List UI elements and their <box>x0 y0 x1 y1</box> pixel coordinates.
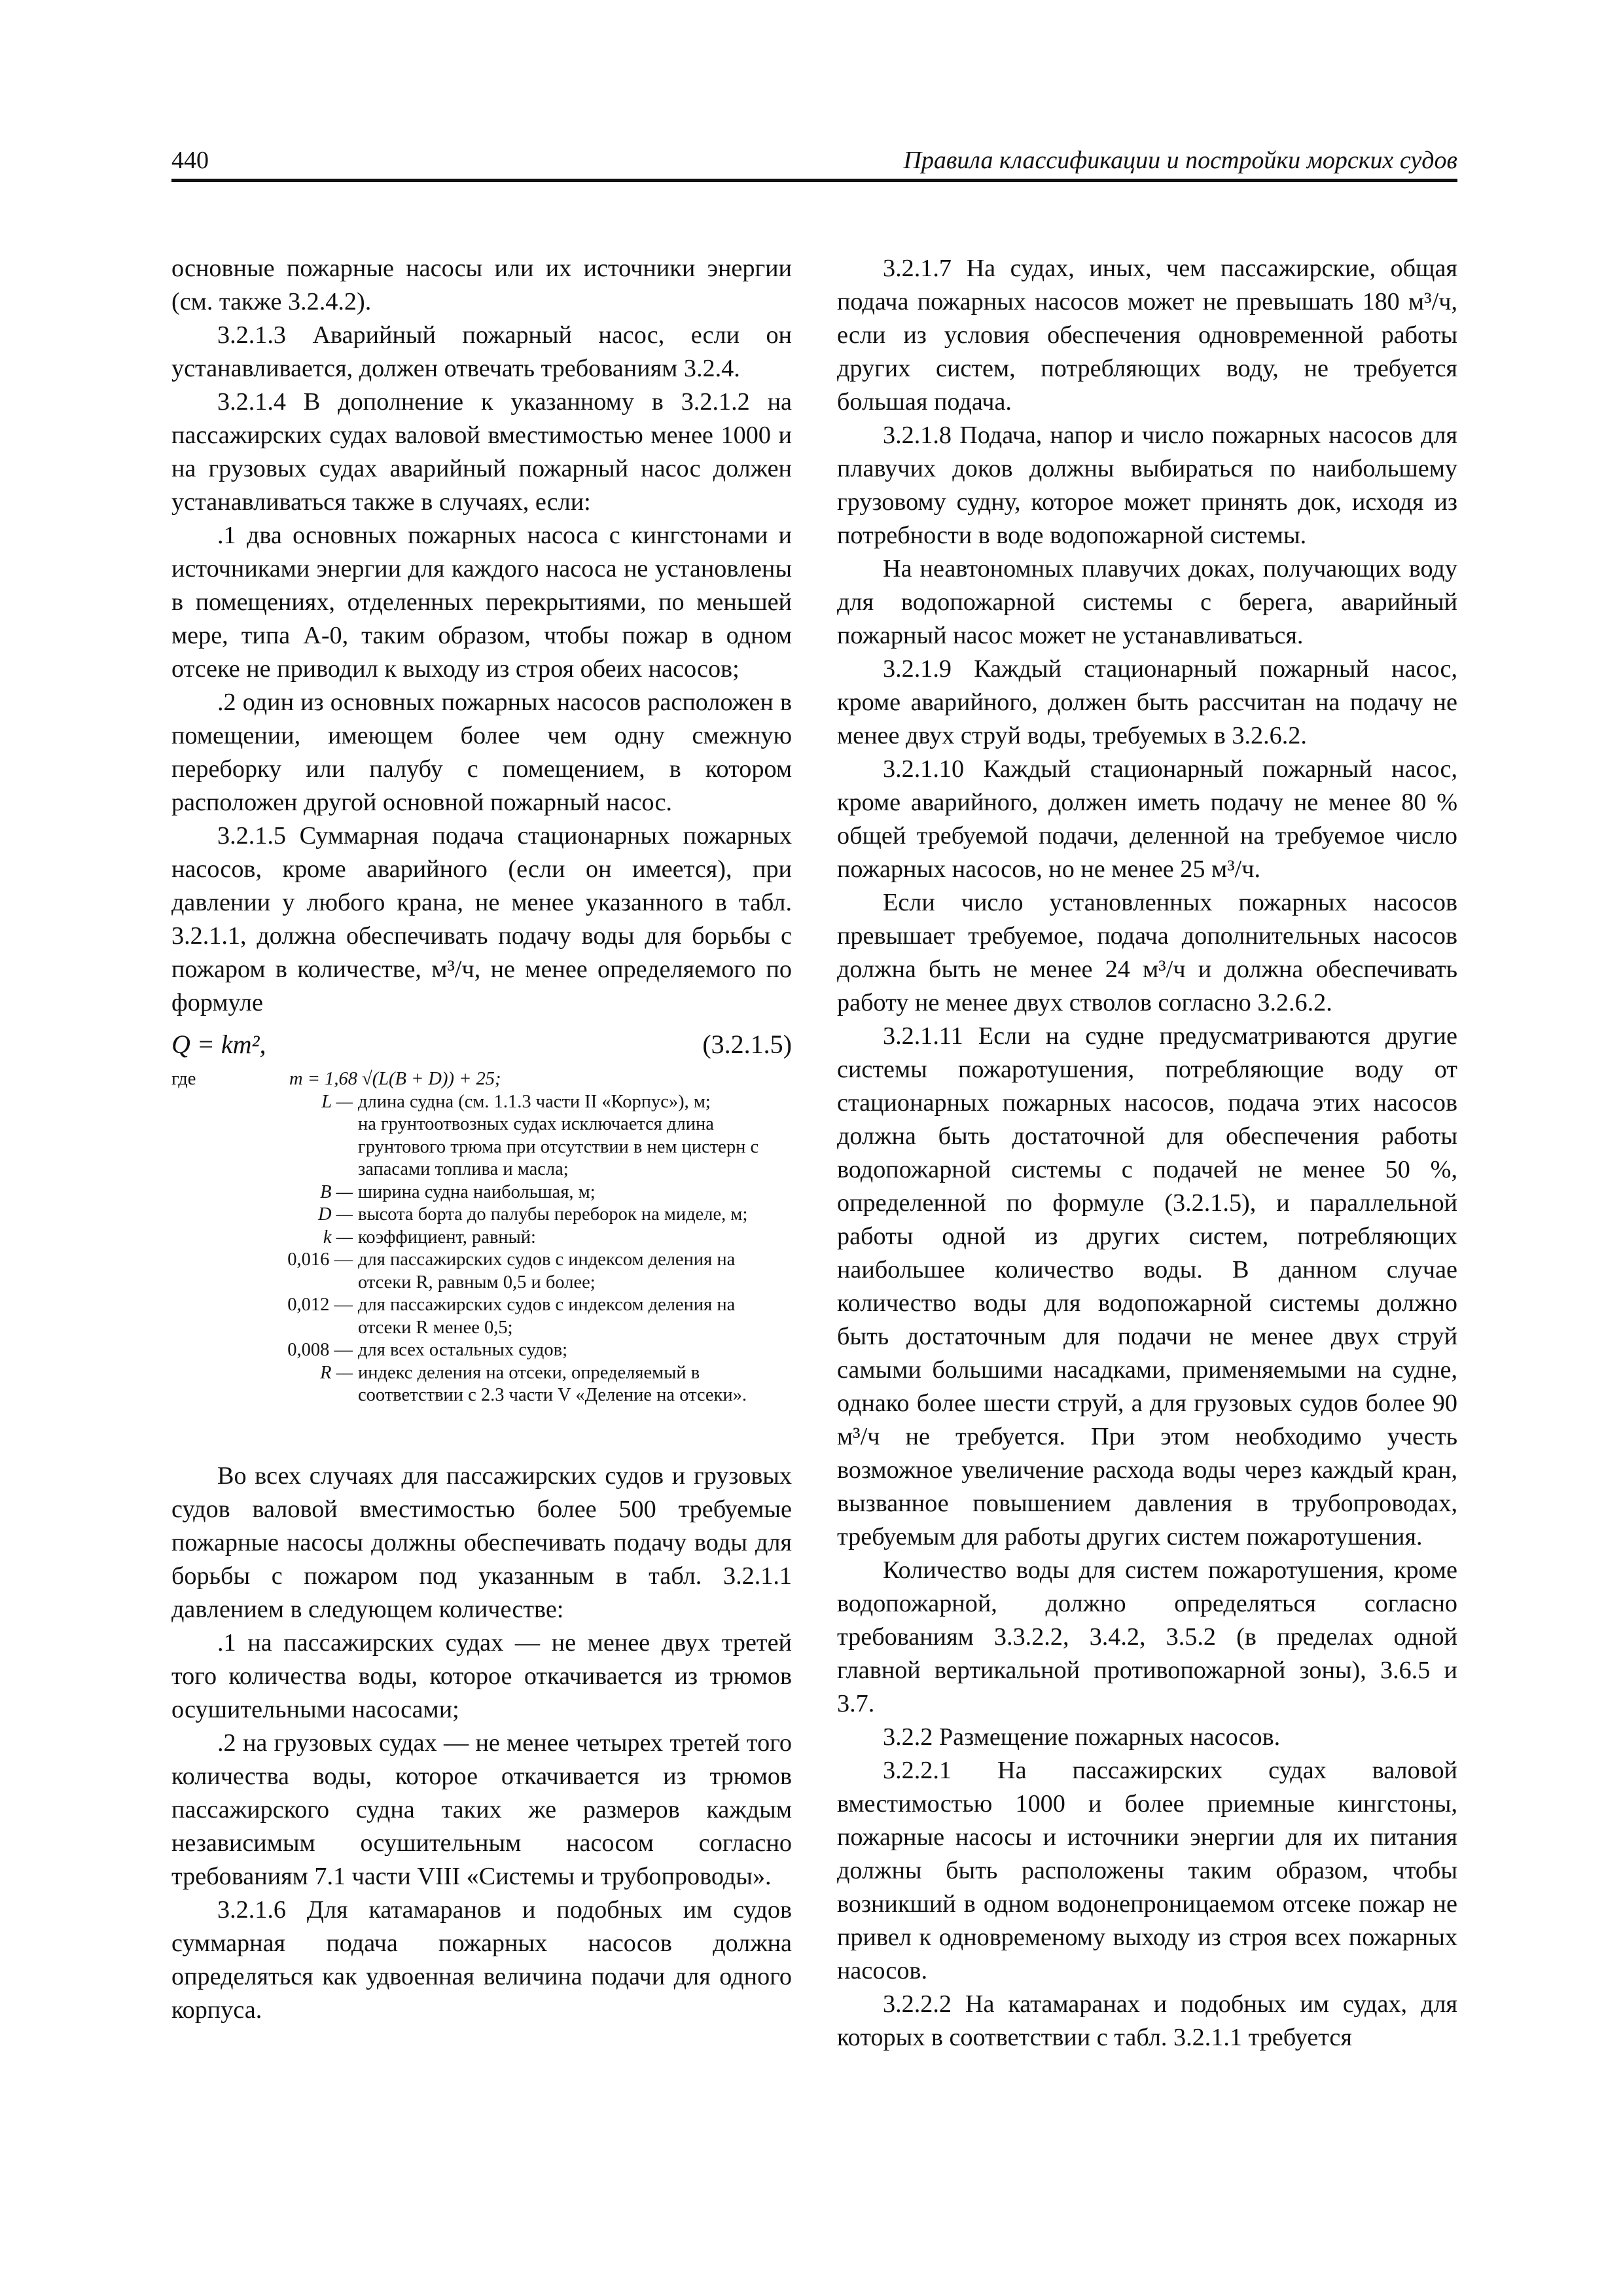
legend-text: высота борта до палубы переборок на миделе, м; <box>358 1204 748 1225</box>
legend-m-formula: m = 1,68 √(L(B + D)) + 25; <box>289 1069 501 1089</box>
paragraph: 3.2.1.5 Суммарная подача стационарных пожарных насосов, кроме аварийного (если он имеется), при давлении у любого крана, не менее указанного в табл. 3.2.1.1, должна обеспечивать подачу воды для борьбы с пожаром в количестве, м³/ч, не менее определяемого по формуле <box>171 822 792 1016</box>
paragraph: 3.2.2.2 На катамаранах и подобных им судах, для которых в соответствии с табл. 3.2.1.1 требуется <box>837 1990 1457 2051</box>
legend-symbol: L — <box>321 1091 353 1112</box>
section-heading: 3.2.2 Размещение пожарных насосов. <box>883 1723 1281 1751</box>
paragraph: .1 два основных пожарных насоса с кингстонами и источниками энергии для каждого насоса не установлены в помещениях, отделенных перекрытиями, по меньшей мере, типа А-0, таким образом, чтобы пожар в одном отсеке не приводил к выходу из строя обеих насосов; <box>171 522 792 683</box>
legend-symbol: B — <box>320 1181 353 1202</box>
paragraph: .2 на грузовых судах — не менее четырех третей того количества воды, которое откачивается из трюмов пассажирского судна таких же размеров каждым независимым осушительным насосом согласно требованиям 7.1 части VIII «Системы и трубопроводы». <box>171 1729 792 1890</box>
paragraph: 3.2.1.6 Для катамаранов и подобных им судов суммарная подача пожарных насосов должна определяться как удвоенная величина подачи для одного корпуса. <box>171 1895 792 2024</box>
formula-legend <box>171 1068 792 1407</box>
paragraph: 3.2.1.10 Каждый стационарный пожарный насос, кроме аварийного, должен иметь подачу не менее 80 % общей требуемой подачи, деленной на требуемое число пожарных насосов, но не менее 25 м³/ч. <box>837 755 1457 883</box>
formula-block <box>171 1025 792 1064</box>
legend-text: для пассажирских судов с индексом деления на отсеки R менее 0,5; <box>358 1295 736 1338</box>
paragraph: Количество воды для систем пожаротушения, кроме водопожарной, должно определяться согласно требованиям 3.3.2.2, 3.4.2, 3.5.2 (в пределах одной главной вертикальной противопожарной зоны), 3.6.5 и 3.7. <box>837 1556 1457 1717</box>
paragraph: .1 на пассажирских судах — не менее двух третей того количества воды, которое откачивается из трюмов осушительными насосами; <box>171 1628 792 1723</box>
legend-note: на грунтоотвозных судах исключается длина грунтового трюма при отсутствии в нем цистерн с запасами топлива и масла; <box>358 1114 759 1179</box>
paragraph: На неавтономных плавучих доках, получающих воду для водопожарной системы с берега, аварийный пожарный насос может не устанавливаться. <box>837 555 1457 649</box>
paragraph: 3.2.1.4 В дополнение к указанному в 3.2.1.2 на пассажирских судах валовой вместимостью менее 1000 и на грузовых судах аварийный пожарный насос должен устанавливаться также в случаях, если: <box>171 388 792 516</box>
paragraph: 3.2.1.8 Подача, напор и число пожарных насосов для плавучих доков должны выбираться по наибольшему грузовому судну, которое может принять док, исходя из потребности в воде водопожарной системы. <box>837 422 1457 549</box>
legend-text: длина судна (см. 1.1.3 части II «Корпус»), м; <box>358 1091 711 1112</box>
legend-label: где <box>171 1069 196 1089</box>
legend-text: ширина судна наибольшая, м; <box>358 1181 596 1202</box>
left-column <box>171 252 792 2027</box>
formula: Q = km², <box>171 1030 266 1059</box>
paragraph: 3.2.1.11 Если на судне предусматриваются другие системы пожаротушения, потребляющие воду от стационарных пожарных насосов, подача этих насосов должна быть достаточной для обеспечения работы водопожарной системы с подачей не менее 50 %, определенной по формуле (3.2.1.5), и параллельной работы одной из других систем, потребляющих наибольшее количество воды. В данном случае количество воды для водопожарной системы должно быть достаточным для подачи не менее двух струй самыми большими насадками, применяемыми на судне, однако более шести струй, а для грузовых судов более 90 м³/ч не требуется. При этом необходимо учесть возможное увеличение расхода воды через каждый кран, вызванное повышением давления в трубопроводах, требуемым для работы других систем пожаротушения. <box>837 1022 1457 1551</box>
legend-symbol: R — <box>320 1362 353 1383</box>
legend-text: для всех остальных судов; <box>358 1340 568 1360</box>
legend-symbol: 0,016 — <box>287 1249 353 1270</box>
page-number: 440 <box>171 147 209 174</box>
legend-symbol: 0,012 — <box>287 1295 353 1315</box>
paragraph: основные пожарные насосы или их источники энергии (см. также 3.2.4.2). <box>171 255 792 315</box>
legend-text: коэффициент, равный: <box>358 1227 536 1247</box>
page-header <box>171 141 1457 182</box>
paragraph: Во всех случаях для пассажирских судов и грузовых судов валовой вместимостью более 500 требуемые пожарные насосы должны обеспечивать подачу воды для борьбы с пожаром под указанным в табл. 3.2.1.1 давлением в следующем количестве: <box>171 1462 792 1623</box>
formula-number: (3.2.1.5) <box>702 1030 792 1059</box>
legend-text: индекс деления на отсеки, определяемый в соответствии с 2.3 части V «Деление на отсеки». <box>358 1362 747 1405</box>
legend-symbol: 0,008 — <box>287 1340 353 1360</box>
legend-symbol: k — <box>323 1227 353 1247</box>
paragraph: 3.2.1.3 Аварийный пожарный насос, если он устанавливается, должен отвечать требованиям 3.2.4. <box>171 321 792 382</box>
legend-text: для пассажирских судов с индексом деления на отсеки R, равным 0,5 и более; <box>358 1249 736 1293</box>
paragraph: 3.2.1.9 Каждый стационарный пожарный насос, кроме аварийного, должен быть рассчитан на подачу не менее двух струй воды, требуемых в 3.2.6.2. <box>837 655 1457 749</box>
paragraph: 3.2.1.7 На судах, иных, чем пассажирские, общая подача пожарных насосов может не превышать 180 м³/ч, если из условия обеспечения одновременной работы других систем, потребляющих воду, не требуется большая подача. <box>837 255 1457 416</box>
paragraph: Если число установленных пожарных насосов превышает требуемое, подача дополнительных насосов должна быть не менее 24 м³/ч и должна обеспечивать работу не менее двух стволов согласно 3.2.6.2. <box>837 889 1457 1016</box>
legend-symbol: D — <box>317 1204 353 1225</box>
paragraph: 3.2.2.1 На пассажирских судах валовой вместимостью 1000 и более приемные кингстоны, пожарные насосы и источники энергии для их питания должны быть расположены таким образом, чтобы возникший в одном водонепроницаемом отсеке пожар не привел к одновременому выходу из строя всех пожарных насосов. <box>837 1757 1457 1984</box>
right-column <box>837 252 1457 2054</box>
running-title: Правила классификации и постройки морских судов <box>903 147 1457 174</box>
paragraph: .2 один из основных пожарных насосов расположен в помещении, имеющем более чем одну смежную переборку или палубу с помещением, в котором расположен другой основной пожарный насос. <box>171 689 792 816</box>
